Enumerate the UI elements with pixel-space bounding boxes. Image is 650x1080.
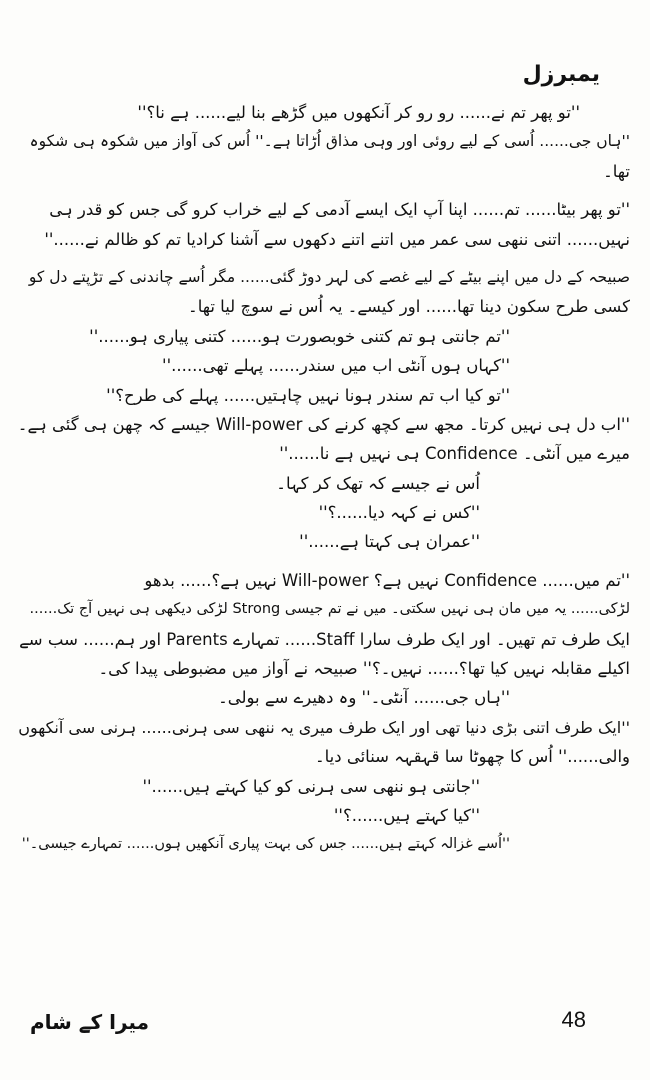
text-line-19: اکیلے مقابلہ نہیں کیا تھا؟...... نہیں۔؟'' صبیحہ نے آواز میں مضبوطی پیدا کی۔ bbox=[98, 659, 630, 679]
text-line-21: ''ایک طرف اتنی بڑی دنیا تھی اور ایک طرف میری یہ ننھی سی ہرنی...... ہرنی سی آنکھوں bbox=[18, 717, 630, 737]
footer-book-title: میرا کے شام bbox=[30, 1010, 149, 1034]
text-line-23: ''جانتی ہو ننھی سی ہرنی کو کیا کہتے ہیں......'' bbox=[142, 776, 480, 796]
text-line-10: ''تو کیا اب تم سندر ہونا نہیں چاہتیں...... پہلے کی طرح؟'' bbox=[106, 385, 510, 405]
text-line-12: میرے میں آنٹی۔ Confidence ہی نہیں ہے نا......'' bbox=[279, 444, 630, 464]
text-line-11: ''اب دل ہی نہیں کرتا۔ مجھ سے کچھ کرنے کی Will-power جیسے کہ چھن ہی گئی ہے۔ bbox=[18, 414, 630, 434]
text-line-13: اُس نے جیسے کہ تھک کر کہا۔ bbox=[276, 473, 480, 493]
text-line-20: ''ہاں جی...... آنٹی۔'' وہ دھیرے سے بولی۔ bbox=[218, 688, 510, 708]
text-line-17: لڑکی...... یہ میں مان ہی نہیں سکتی۔ میں نے تم جیسی Strong لڑکی دیکھی ہی نہیں آج تک...... bbox=[29, 601, 630, 618]
page-body bbox=[18, 98, 630, 860]
text-line-22: والی......'' اُس کا چھوٹا سا قہقہہ سنائی دیا۔ bbox=[314, 747, 630, 767]
running-header-title: یمبرزل bbox=[522, 62, 600, 87]
text-line-4: ''تو پھر بیٹا...... تم...... اپنا آپ ایک ایسے آدمی کے لیے خراب کرو گی جس کو قدر ہی bbox=[49, 200, 630, 220]
text-line-9: ''کہاں ہوں آنٹی اب میں سندر...... پہلے تھی......'' bbox=[162, 356, 510, 376]
page-number: 48 bbox=[561, 1007, 586, 1032]
text-line-25: ''اُسے غزالہ کہتے ہیں...... جس کی بہت پیاری آنکھیں ہوں...... تمہارے جیسی۔'' bbox=[21, 836, 510, 853]
text-line-15: ''عمران ہی کہتا ہے......'' bbox=[299, 532, 480, 552]
text-line-24: ''کیا کہتے ہیں......؟'' bbox=[333, 805, 480, 825]
text-line-1: ''تو پھر تم نے...... رو رو کر آنکھوں میں گڑھے بنا لیے...... ہے نا؟'' bbox=[137, 103, 580, 122]
text-line-3: تھا۔ bbox=[603, 161, 630, 181]
text-line-18: ایک طرف تم تھیں۔ اور ایک طرف سارا Staff...... تمہارے Parents اور ہم...... سب سے bbox=[19, 629, 630, 649]
text-line-16: ''تم میں...... Confidence نہیں ہے؟ Will-power نہیں ہے؟...... بدھو bbox=[144, 570, 630, 590]
text-line-2: ''ہاں جی...... اُسی کے لیے روئی اور وہی مذاق اُڑاتا ہے۔'' اُس کی آواز میں شکوہ ہی شکوہ bbox=[29, 132, 630, 151]
text-line-14: ''کس نے کہہ دیا......؟'' bbox=[318, 503, 480, 523]
text-line-6: صبیحہ کے دل میں اپنے بیٹے کے لیے غصے کی لہر دوڑ گئی...... مگر اُسے چاندنی کے تڑپتے دل کو bbox=[28, 267, 630, 286]
text-line-5: نہیں...... اتنی ننھی سی عمر میں اتنے اتنے دکھوں سے آشنا کرادیا تم کو ظالم نے......'' bbox=[44, 229, 630, 249]
text-line-7: کسی طرح سکون دینا تھا...... اور کیسے۔ یہ اُس نے سوچ لیا تھا۔ bbox=[188, 297, 630, 317]
text-line-8: ''تم جانتی ہو تم کتنی خوبصورت ہو...... کتنی پیاری ہو......'' bbox=[89, 326, 510, 346]
